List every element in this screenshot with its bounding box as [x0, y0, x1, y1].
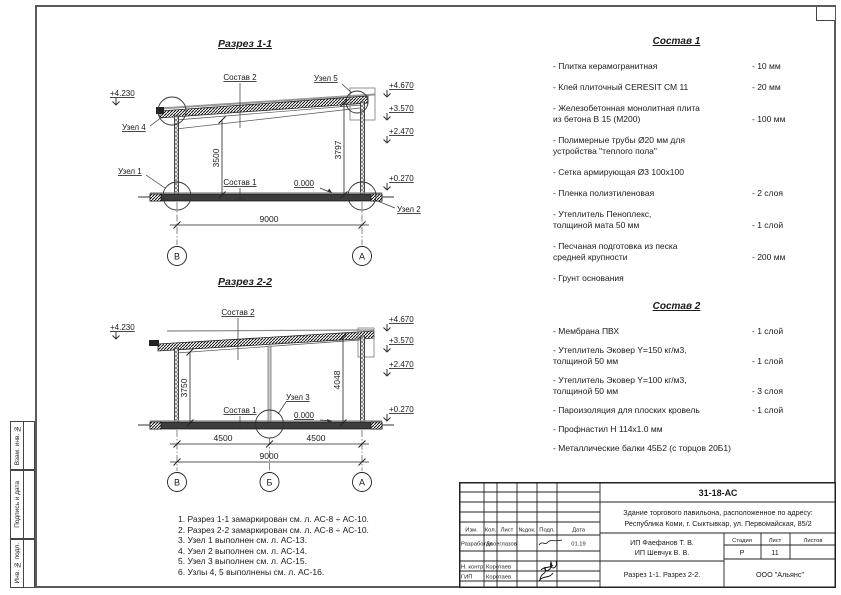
note-line: 3. Узел 1 выполнен см. л. АС-13. — [178, 535, 308, 546]
material-item — [553, 273, 800, 284]
elev-arrow — [384, 113, 391, 120]
material-name: - Плитка керамогранитная — [553, 61, 658, 71]
section-1-1-title: Разрез 1-1 — [218, 38, 272, 50]
material-qty: - 1 слой — [752, 356, 784, 366]
zero-level-label: 0.000 — [293, 179, 315, 188]
composition1-title: Состав 1 — [652, 36, 701, 47]
strip-text-podpis: Подпись и дата — [13, 481, 21, 528]
node2-leader — [375, 200, 395, 208]
elev-2470: +2.470 — [389, 360, 414, 369]
wall-right — [361, 336, 365, 424]
material-item — [553, 167, 800, 178]
elev-3570: +3.570 — [389, 104, 414, 113]
elev-0270: +0.270 — [389, 174, 414, 183]
material-name: - Металлические балки 45Б2 (с торцов 20Б1) — [553, 443, 731, 453]
row-role-razrabotal: Разработал — [461, 541, 493, 548]
node1-label: Узел 1 — [118, 167, 142, 176]
elev-2470: +2.470 — [389, 127, 414, 136]
elev-arrow — [384, 90, 391, 97]
note-line: 2. Разрез 2-2 замаркирован см. л. АС-8 ÷ АС-10. — [178, 524, 369, 535]
strip-label — [11, 471, 24, 538]
material-name: - Железобетонная монолитная плита из бетона В 15 (М200) — [553, 103, 700, 124]
dim-9000: 9000 — [259, 214, 279, 224]
dim-9000: 9000 — [259, 451, 279, 461]
strip-text-inv: Инв. № подл. — [13, 543, 21, 584]
floor-slab — [150, 422, 382, 429]
wall-left — [175, 348, 179, 424]
material-item — [553, 424, 800, 435]
note-line: 5. Узел 3 выполнен см. л. АС-15. — [178, 556, 308, 567]
axis-letter-a: А — [358, 251, 366, 262]
note-line: 4. Узел 2 выполнен см. л. АС-14. — [178, 545, 308, 556]
floor-end-left — [150, 422, 161, 429]
material-item — [553, 103, 800, 125]
stage-header: Стадия — [732, 538, 752, 544]
material-name: - Грунт основания — [553, 273, 624, 283]
composition1-label: Состав 1 — [223, 178, 257, 187]
client-1: ИП Фаефанов Т. В. — [630, 538, 694, 547]
corner-stamp-box — [816, 7, 835, 21]
col-ndok: №док. — [518, 527, 536, 534]
elev-arrow — [113, 98, 120, 105]
col-kol: Кол. — [484, 527, 497, 534]
stage-value: Р — [739, 548, 745, 557]
title-block — [459, 482, 836, 588]
section-2-2-title: Разрез 2-2 — [218, 276, 272, 288]
axis-letter-v: В — [173, 251, 181, 262]
node1-leader — [146, 175, 165, 188]
material-qty: - 1 слой — [752, 405, 784, 415]
material-qty: - 10 мм — [752, 61, 781, 71]
material-qty: - 100 мм — [752, 114, 786, 124]
material-item — [553, 375, 800, 397]
node3-label: Узел 3 — [286, 393, 310, 402]
row-date: 01.19 — [571, 541, 586, 548]
node5-leader — [342, 84, 352, 93]
note-line: 6. Узлы 4, 5 выполнены см. л. АС-16. — [178, 566, 325, 577]
floor-slab — [150, 194, 382, 201]
row-name-korotaev-1: Коротаев — [486, 564, 512, 571]
material-name: - Полимерные трубы Ø20 мм для устройства "теплого пола" — [553, 135, 685, 156]
material-qty: - 1 слой — [752, 326, 784, 336]
roof-left-end-detail — [149, 340, 159, 346]
axis-letter-b: Б — [266, 477, 273, 488]
col-podp: Подп. — [539, 527, 555, 534]
elevation-marks-right — [384, 81, 415, 190]
elev-4230-left: +4.230 — [110, 323, 135, 332]
wall-left — [175, 116, 179, 196]
axis-letter-v: В — [173, 477, 181, 488]
node3-leader — [278, 402, 286, 414]
roof-left-end-detail — [156, 107, 164, 114]
node5-label: Узел 5 — [314, 74, 338, 83]
material-qty: - 200 мм — [752, 252, 786, 262]
strip-label — [11, 540, 24, 587]
col-list: Лист — [500, 527, 514, 534]
material-item — [553, 61, 800, 72]
elev-0270: +0.270 — [389, 405, 414, 414]
sheets-total-header: Листов — [803, 538, 823, 544]
roof-top-line — [167, 330, 374, 331]
composition2-label: Состав 2 — [221, 308, 255, 317]
elev-arrow — [384, 324, 391, 331]
elev-4670: +4.670 — [389, 81, 414, 90]
material-qty: - 20 мм — [752, 82, 781, 92]
row-role-nkontr: Н. контр. — [461, 564, 485, 571]
doc-code: 31-18-АС — [698, 488, 738, 498]
material-name: - Клей плиточный CERESIT СМ 11 — [553, 82, 689, 92]
material-item — [553, 326, 800, 337]
material-name: - Профнастил Н 114х1.0 мм — [553, 424, 663, 434]
material-item — [553, 82, 800, 93]
elev-arrow — [384, 136, 391, 143]
material-item — [553, 443, 800, 454]
dim-4500-right: 4500 — [306, 433, 326, 443]
material-item — [553, 135, 800, 157]
column-middle — [268, 346, 271, 424]
client-2: ИП Шевчук В. В. — [634, 548, 690, 557]
company-name: ООО "Альянс" — [755, 570, 805, 579]
col-data: Дата — [572, 527, 585, 534]
floor-end-left — [150, 194, 161, 201]
row-name-korotaev-2: Коротаев — [486, 574, 512, 581]
elev-arrow — [384, 369, 391, 376]
object-line2: Республика Коми, г. Сыктывкар, ул. Первомайская, 85/2 — [624, 519, 812, 528]
strip-text-vzam: Взам. инв. № — [13, 425, 21, 466]
dim-4500-left: 4500 — [213, 433, 233, 443]
node4-label: Узел 4 — [122, 123, 146, 132]
material-qty: - 2 слоя — [752, 188, 783, 198]
node2-label: Узел 2 — [397, 205, 421, 214]
elev-3570: +3.570 — [389, 336, 414, 345]
material-item — [553, 188, 800, 199]
axis-letter-a: А — [358, 477, 366, 488]
dim-3500: 3500 — [211, 148, 221, 168]
material-name: - Пленка полиэтиленовая — [553, 188, 655, 198]
strip-box-inv — [10, 539, 35, 588]
composition1-label: Состав 1 — [223, 406, 257, 415]
elev-arrow — [384, 183, 391, 190]
material-qty: - 1 слой — [752, 220, 784, 230]
material-item — [553, 241, 800, 263]
material-item — [553, 209, 800, 231]
section-1-1-drawing — [92, 32, 442, 282]
elev-arrow — [384, 414, 391, 421]
material-item — [553, 345, 800, 367]
dim-3797: 3797 — [333, 140, 343, 160]
strip-label — [11, 422, 24, 469]
material-name: - Утеплитель Эковер Y=100 кг/м3, толщиной 50 мм — [553, 375, 687, 396]
composition2-list — [553, 301, 800, 462]
col-izm: Изм. — [465, 527, 478, 534]
node4-leader — [150, 117, 162, 126]
sheet-header: Лист — [768, 538, 782, 544]
material-name: - Утеплитель Эковер Y=150 кг/м3, толщиной 50 мм — [553, 345, 687, 366]
elevation-marks-right — [384, 315, 415, 421]
material-name: - Утеплитель Пеноплекс, толщиной мата 50 мм — [553, 209, 652, 230]
row-name-dvoeglazov: Двоеглазов — [486, 541, 517, 548]
dim-3750: 3750 — [179, 378, 189, 398]
material-name: - Песчаная подготовка из песка средней крупности — [553, 241, 678, 262]
material-name: - Мембрана ПВХ — [553, 326, 620, 336]
elev-4230-left: +4.230 — [110, 89, 135, 98]
floor-end-right — [371, 422, 382, 429]
strip-box-vzam — [10, 421, 35, 470]
elev-4670: +4.670 — [389, 315, 414, 324]
floor-end-right — [371, 194, 382, 201]
elev-arrow — [113, 332, 120, 339]
row-role-gip: ГИП — [461, 574, 473, 581]
composition2-title: Состав 2 — [652, 301, 701, 312]
material-item — [553, 405, 800, 416]
dim-4048: 4048 — [332, 370, 342, 390]
composition2-label: Состав 2 — [223, 73, 257, 82]
material-qty: - 3 слоя — [752, 386, 783, 396]
composition1-list — [553, 36, 800, 294]
elev-arrow — [384, 345, 391, 352]
material-name: - Сетка армирующая Ø3 100х100 — [553, 167, 684, 177]
doc-title: Разрез 1-1. Разрез 2-2. — [623, 570, 701, 579]
sheet-number: 11 — [771, 548, 779, 557]
material-name: - Пароизоляция для плоских кровель — [553, 405, 700, 415]
strip-box-podpis — [10, 470, 35, 539]
section-2-2-drawing — [92, 272, 442, 504]
notes-list — [178, 514, 369, 578]
note-line: 1. Разрез 1-1 замаркирован см. л. АС-8 ÷ АС-10. — [178, 514, 369, 524]
zero-level-label: 0.000 — [293, 411, 315, 420]
object-line1: Здание торгового павильона, расположенное по адресу: — [623, 508, 813, 517]
